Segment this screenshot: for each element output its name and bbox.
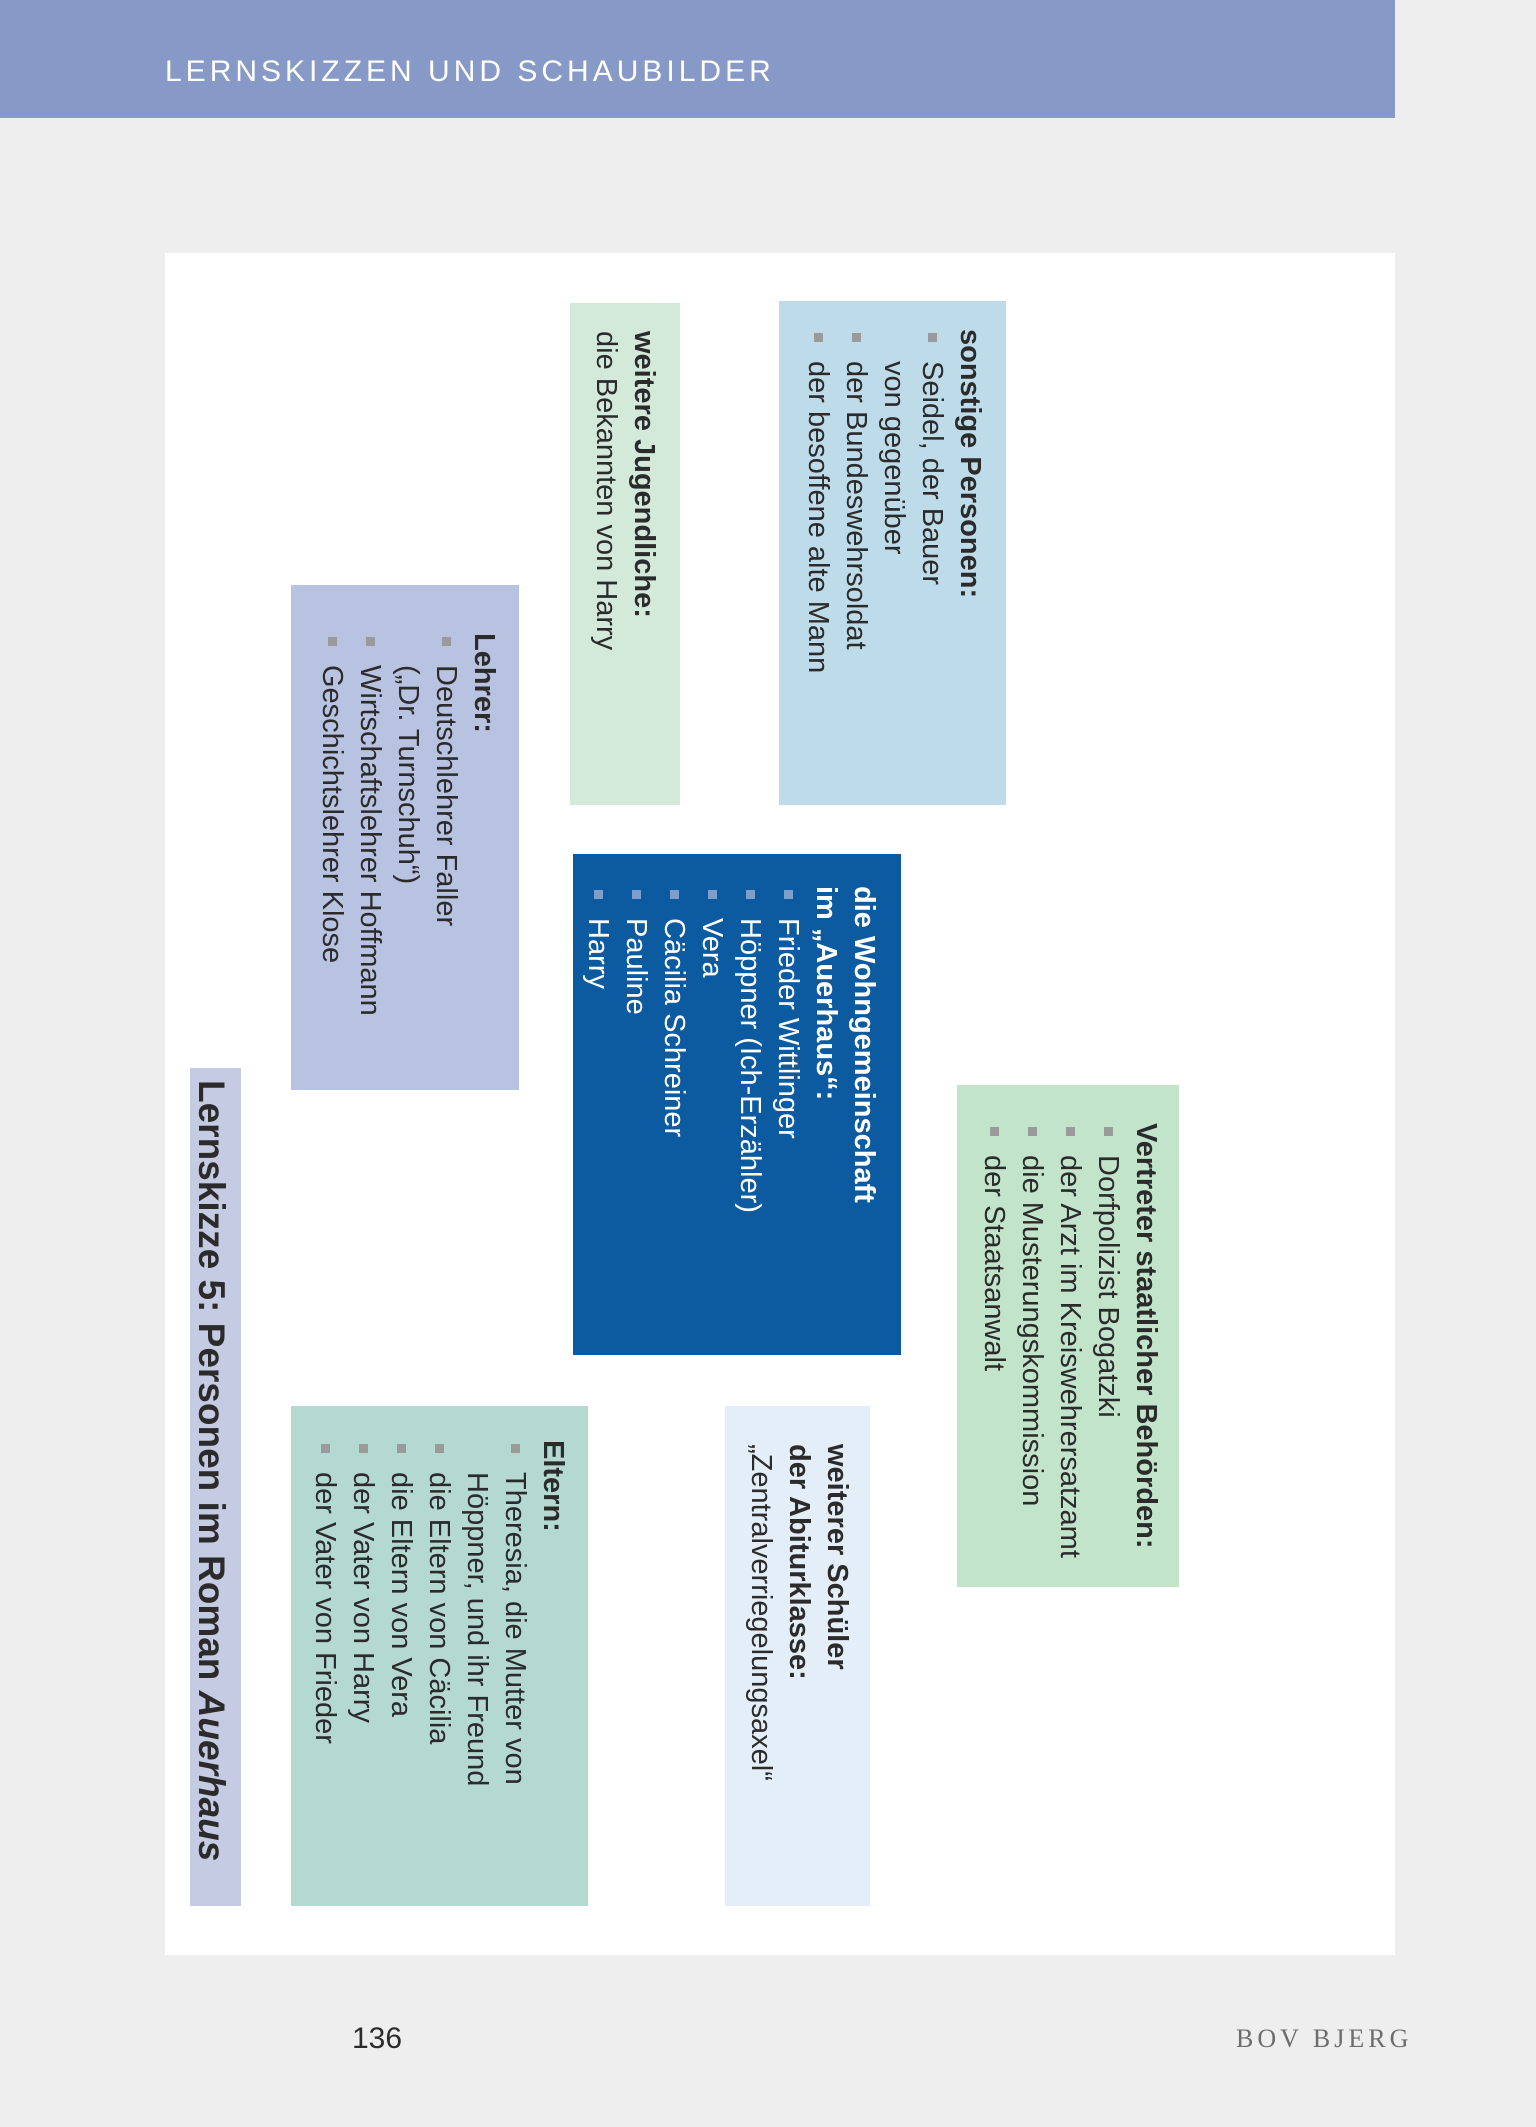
list-item: Harry	[579, 886, 617, 1355]
list-item: Geschichtslehrer Klose	[313, 633, 351, 1090]
diagram-panel	[165, 253, 1395, 1955]
box-lehrer	[291, 585, 519, 1090]
list-item: Theresia, die Mutter von Höppner, und ihr Freund	[458, 1440, 534, 1906]
box-behoerden-heading: Vertreter staatlicher Behörden:	[1130, 1123, 1162, 1549]
box-lehrer-heading: Lehrer:	[468, 633, 500, 733]
bullet-icon	[632, 890, 641, 899]
bullet-icon	[670, 890, 679, 899]
list-item: Wirtschaftslehrer Hoffmann	[351, 633, 389, 1090]
box-sonstige-heading: sonstige Personen:	[954, 329, 986, 599]
bullet-icon	[321, 1444, 330, 1453]
bullet-icon	[1066, 1127, 1075, 1136]
bullet-icon	[708, 890, 717, 899]
bullet-icon	[1104, 1127, 1113, 1136]
box-sonstige-list	[799, 329, 951, 805]
box-wohngemeinschaft	[573, 854, 901, 1355]
bullet-icon	[928, 333, 937, 342]
list-item: der Arzt im Kreiswehrersatzamt	[1051, 1123, 1089, 1587]
list-item: Pauline	[617, 886, 655, 1355]
page-number: 136	[352, 2022, 403, 2055]
bullet-icon	[594, 890, 603, 899]
list-item: der Bundeswehrsoldat	[837, 329, 875, 805]
list-item: die Eltern von Vera	[382, 1440, 420, 1906]
bullet-icon	[1028, 1127, 1037, 1136]
bullet-icon	[397, 1444, 406, 1453]
box-schueler-text: „Zentralverriegelungsaxel“	[745, 1444, 777, 1781]
bullet-icon	[511, 1444, 520, 1453]
header-band	[0, 0, 1395, 118]
box-sonstige	[779, 301, 1006, 805]
book-author: BOV BJERG	[1236, 2024, 1413, 2053]
list-item: Höppner (Ich-Erzähler)	[731, 886, 769, 1355]
list-item: der Vater von Frieder	[306, 1440, 344, 1906]
bullet-icon	[814, 333, 823, 342]
bullet-icon	[784, 890, 793, 899]
box-wohngemeinschaft-list	[579, 886, 807, 1355]
list-item: die Eltern von Cäcilia	[420, 1440, 458, 1906]
box-behoerden	[957, 1085, 1179, 1587]
box-eltern	[291, 1406, 588, 1906]
list-item: die Musterungskommission	[1013, 1123, 1051, 1587]
bullet-icon	[366, 637, 375, 646]
bullet-icon	[435, 1444, 444, 1453]
box-schueler	[725, 1406, 870, 1906]
diagram-title-prefix: Lernskizze 5: Personen im Roman	[191, 1080, 232, 1691]
bullet-icon	[442, 637, 451, 646]
bullet-icon	[990, 1127, 999, 1136]
list-item: Vera	[693, 886, 731, 1355]
list-item: Dorfpolizist Bogatzki	[1089, 1123, 1127, 1587]
bullet-icon	[746, 890, 755, 899]
diagram-title-work: Auerhaus	[191, 1690, 232, 1862]
list-item: Deutschlehrer Faller („Dr. Turnschuh“)	[389, 633, 465, 1090]
list-item: der Vater von Harry	[344, 1440, 382, 1906]
bullet-icon	[359, 1444, 368, 1453]
bullet-icon	[328, 637, 337, 646]
box-jugendliche	[570, 303, 680, 805]
diagram-title-bar	[190, 1068, 241, 1906]
list-item: Seidel, der Bauer von gegenüber	[875, 329, 951, 805]
box-eltern-list	[306, 1440, 534, 1906]
list-item: der besoffene alte Mann	[799, 329, 837, 805]
box-behoerden-list	[975, 1123, 1127, 1587]
box-lehrer-list	[313, 633, 465, 1090]
box-schueler-heading: weiterer Schüler der Abiturklasse:	[783, 1444, 853, 1680]
list-item: Cäcilia Schreiner	[655, 886, 693, 1355]
box-wohngemeinschaft-heading: die Wohngemeinschaft im „Auerhaus“:	[810, 886, 880, 1203]
list-item: Frieder Wittlinger	[769, 886, 807, 1355]
box-jugendliche-heading: weitere Jugendliche:	[628, 331, 660, 618]
list-item: der Staatsanwalt	[975, 1123, 1013, 1587]
section-title: LERNSKIZZEN UND SCHAUBILDER	[165, 55, 775, 88]
bullet-icon	[852, 333, 861, 342]
box-jugendliche-text: die Bekannten von Harry	[590, 331, 622, 651]
box-eltern-heading: Eltern:	[537, 1440, 569, 1532]
